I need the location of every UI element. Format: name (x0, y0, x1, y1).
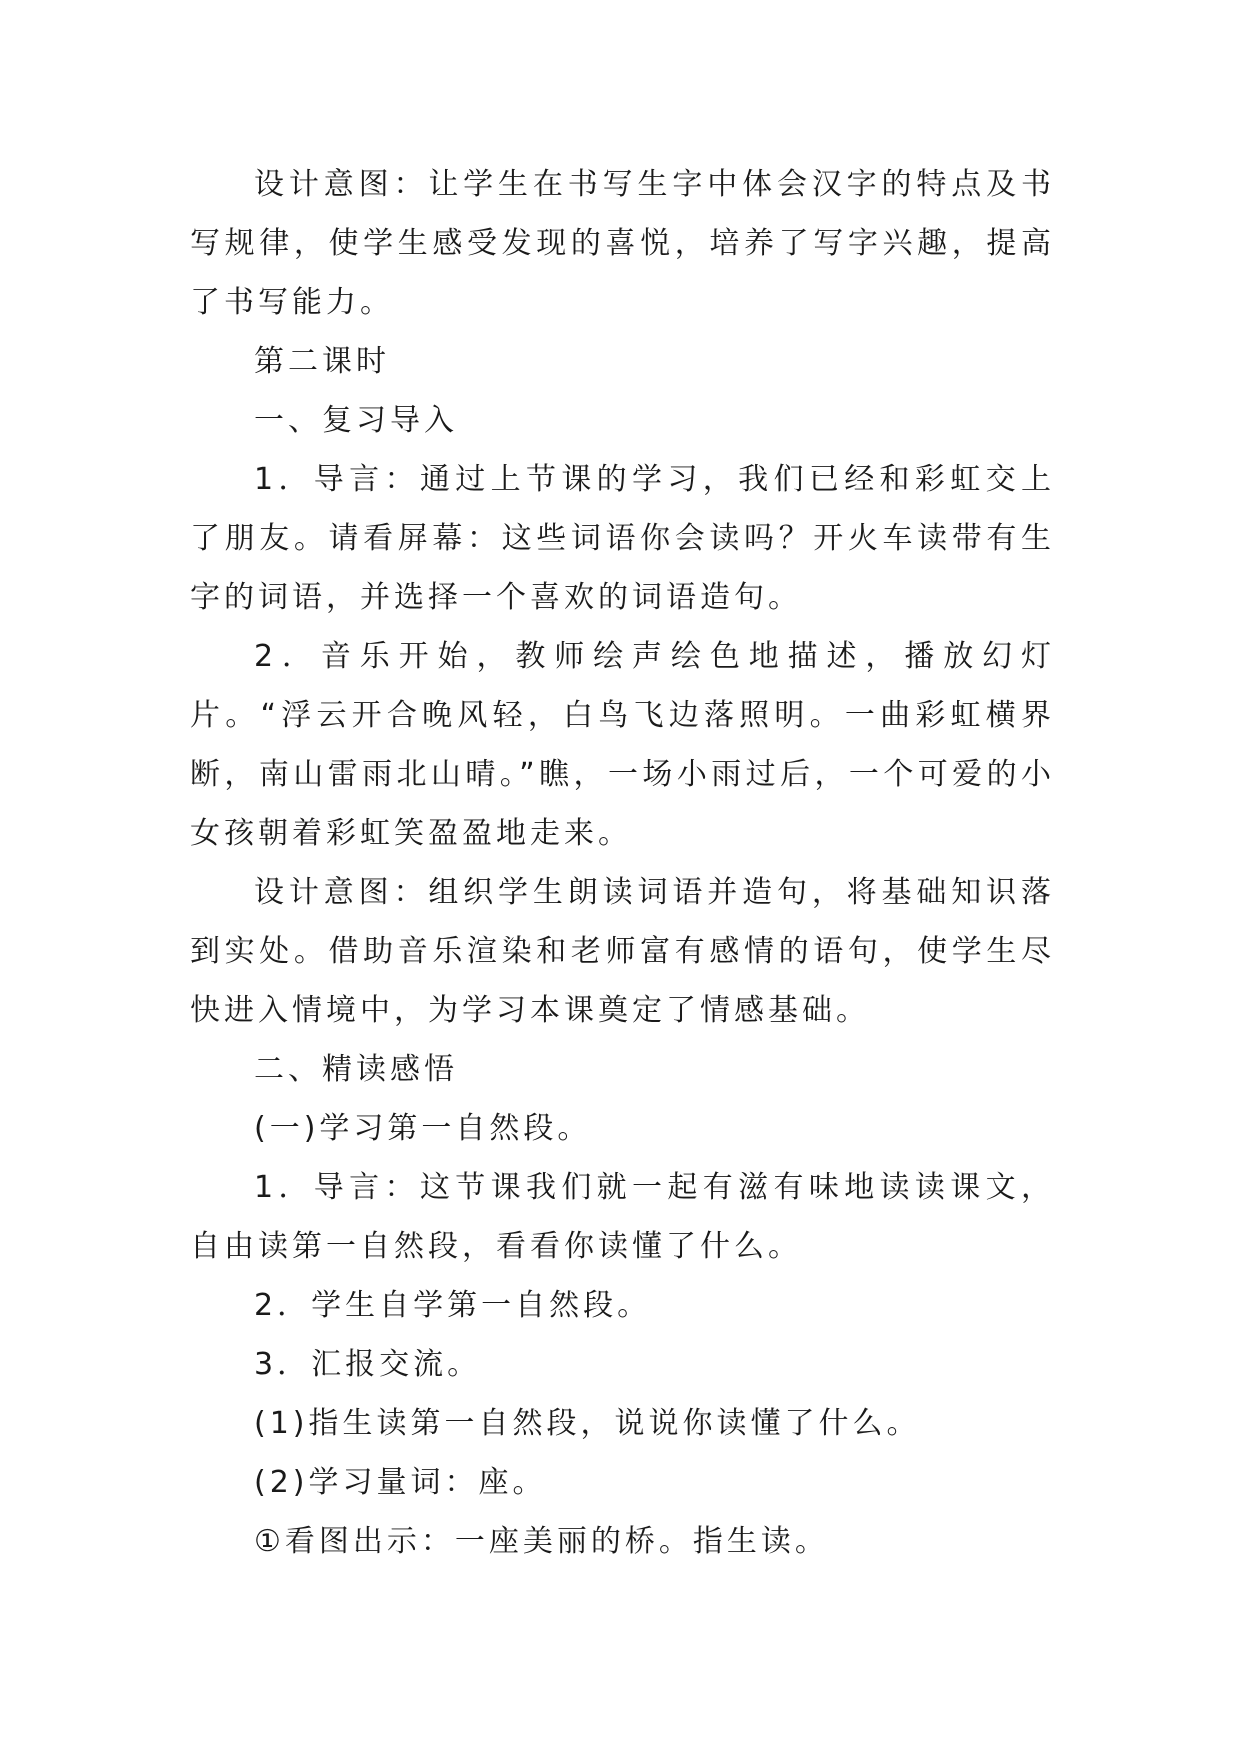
paragraph-substep-2: (2)学习量词：座。 (254, 1465, 547, 1500)
heading-second-lesson: 第二课时 (254, 344, 390, 379)
paragraph-design-intent-2: 设计意图：组织学生朗读词语并造句，将基础知识落到实处。借助音乐渲染和老师富有感情的语句，使学生尽快进入情境中，为学习本课奠定了情感基础。 (190, 875, 1055, 1028)
paragraph-intro-2: 2．音乐开始，教师绘声绘色地描述，播放幻灯片。“浮云开合晚风轻，白鸟飞边落照明。一曲彩虹横界断，南山雷雨北山晴。”瞧，一场小雨过后，一个可爱的小女孩朝着彩虹笑盈盈地走来。 (190, 639, 1055, 851)
paragraph-design-intent-1: 设计意图：让学生在书写生字中体会汉字的特点及书写规律，使学生感受发现的喜悦，培养了写字兴趣，提高了书写能力。 (190, 167, 1055, 320)
paragraph-intro-1: 1．导言：通过上节课的学习，我们已经和彩虹交上了朋友。请看屏幕：这些词语你会读吗？开火车读带有生字的词语，并选择一个喜欢的词语造句。 (190, 462, 1055, 615)
paragraph-step-1: 1．导言：这节课我们就一起有滋有味地读读课文，自由读第一自然段，看看你读懂了什么。 (190, 1170, 1055, 1264)
paragraph-step-2: 2．学生自学第一自然段。 (254, 1288, 652, 1323)
subheading-first-paragraph: (一)学习第一自然段。 (254, 1111, 592, 1146)
paragraph-substep-circled-1: ①看图出示：一座美丽的桥。指生读。 (254, 1524, 829, 1559)
paragraph-step-3: 3．汇报交流。 (254, 1347, 482, 1382)
heading-review-intro: 一、复习导入 (254, 403, 458, 438)
heading-close-reading: 二、精读感悟 (254, 1052, 458, 1087)
paragraph-substep-1: (1)指生读第一自然段，说说你读懂了什么。 (254, 1406, 921, 1441)
document-body (190, 155, 1055, 1571)
